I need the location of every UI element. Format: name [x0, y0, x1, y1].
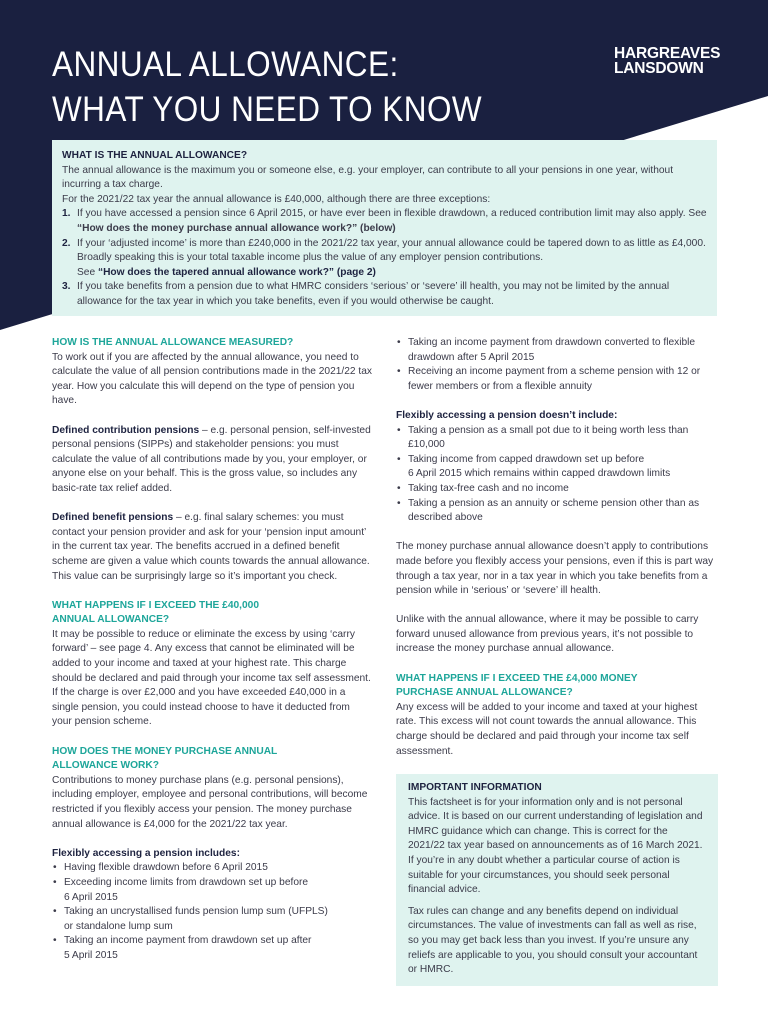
important-paragraph-1: This factsheet is for your information only and is not personal advice. It is based on our current understanding of legislation and HMRC guidance which can change. This is correct for the 2021/22 tax year based on announcements as of 16 March 2021. If you’re in any doubt whether a particular course of action is suitable for your circumstances, you should seek personal financial advice.	[408, 796, 703, 896]
intro-box	[52, 140, 717, 316]
subheading-excludes: Flexibly accessing a pension doesn’t include:	[396, 409, 618, 421]
list-item: • Exceeding income limits from drawdown set up before 6 April 2015	[52, 876, 372, 905]
includes-list-continued	[396, 336, 718, 394]
list-item: • Taking a pension as a small pot due to it being worth less than £10,000	[396, 424, 718, 453]
exception-number: 3.	[62, 281, 71, 293]
exception-reference: “How does the tapered annual allowance work?” (page 2)	[97, 266, 376, 278]
exception-text: If your ‘adjusted income’ is more than £240,000 in the 2021/22 tax year, your annual allowance could be tapered down to as little as £4,000. Broadly speaking this is your total taxable income plus the value of any employer pension contributions.	[77, 237, 706, 264]
paragraph-mpaa: Contributions to money purchase plans (e.g. personal pensions), including employer, employee and personal contributions, will become restricted if you flexibly access your pension. The money purchase annual allowance is £4,000 for the 2021/22 tax year.	[52, 774, 368, 830]
list-item: • Receiving an income payment from a scheme pension with 12 or fewer members or from a flexible annuity	[396, 365, 718, 394]
paragraph-mpaa-not-apply: The money purchase annual allowance doesn’t apply to contributions made before you flexibly access your pensions, even if this is part way through a tax year, nor in a tax year in which you take benefits from a pension while in ‘serious’ or ‘severe’ ill health.	[396, 541, 714, 597]
subheading-includes: Flexibly accessing a pension includes:	[52, 847, 240, 859]
list-item: • Having flexible drawdown before 6 April 2015	[52, 861, 372, 876]
exception-reference: “How does the money purchase annual allowance work?” (below)	[77, 222, 396, 234]
exception-see: See “How does the tapered annual allowance work?” (page 2)	[77, 266, 376, 278]
includes-list	[52, 861, 372, 963]
title-line-2: WHAT YOU NEED TO KNOW	[52, 90, 483, 129]
exception-number: 1.	[62, 208, 71, 220]
brand-line-2: LANSDOWN	[614, 60, 704, 77]
paragraph-defined-benefit: Defined benefit pensions – e.g. final salary schemes: you must contact your pension provider and ask for your ‘pension input amount’ in the current tax year. The benefits accrued in a defined benefit scheme are given a value which counts towards the annual allowance. This value can be surprisingly large so it’s important you check.	[52, 512, 370, 582]
important-paragraph-2: Tax rules can change and any benefits depend on individual circumstances. The value of investments can fall as well as rise, so you may get back less than you invest. If you’re unsure any reliefs are applicable to you, you should consult your accountant or HMRC.	[408, 905, 698, 976]
list-item: • Taking tax-free cash and no income	[396, 482, 718, 497]
list-item: • Taking income from capped drawdown set up before 6 April 2015 which remains within capped drawdown limits	[396, 453, 718, 482]
exception-text: If you have accessed a pension since 6 April 2015, or have ever been in flexible drawdown, a reduced contribution limit may also apply. See	[77, 208, 707, 220]
exceptions-list	[62, 207, 707, 309]
right-column	[396, 336, 718, 774]
exception-item	[62, 280, 707, 309]
paragraph-carry-forward: Unlike with the annual allowance, where it may be possible to carry forward unused allowance from previous years, it’s not possible to increase the money purchase annual allowance.	[396, 614, 699, 655]
intro-paragraph-1: The annual allowance is the maximum you or someone else, e.g. your employer, can contribute to all your pensions in one year, without incurring a tax charge.	[62, 164, 674, 191]
section-heading-exceed-40k: WHAT HAPPENS IF I EXCEED THE £40,000 ANNUAL ALLOWANCE?	[52, 599, 260, 626]
left-column	[52, 336, 372, 964]
list-item: • Taking a pension as an annuity or scheme pension other than as described above	[396, 497, 718, 526]
list-item: • Taking an income payment from drawdown converted to flexible drawdown after 5 April 2015	[396, 336, 718, 365]
brand-line-1: HARGREAVES	[614, 45, 721, 62]
intro-heading: WHAT IS THE ANNUAL ALLOWANCE?	[62, 150, 248, 161]
intro-paragraph-2: For the 2021/22 tax year the annual allowance is £40,000, although there are three exceptions:	[62, 193, 491, 205]
page-title	[52, 42, 482, 132]
section-heading-mpaa: HOW DOES THE MONEY PURCHASE ANNUAL ALLOWANCE WORK?	[52, 745, 278, 772]
important-heading: IMPORTANT INFORMATION	[408, 782, 542, 793]
paragraph-exceed-40k: It may be possible to reduce or eliminate the excess by using ‘carry forward’ – see page 4. Any excess that cannot be eliminated will be added to your income and taxed at your highest rate. This charge should be declared and paid through your income tax self assessment. If the charge is over £2,000 and you have exceeded £40,000 in a single pension, you could instead choose to have it deducted from your pension scheme.	[52, 628, 371, 728]
list-item: • Taking an uncrystallised funds pension lump sum (UFPLS) or standalone lump sum	[52, 905, 372, 934]
paragraph-measured: To work out if you are affected by the annual allowance, you need to calculate the value of all pension contributions made in the 2021/22 tax year. How you calculate this will depend on the type of pension you have.	[52, 351, 372, 407]
exception-text: If you take benefits from a pension due to what HMRC considers ‘serious’ or ‘severe’ ill health, you may not be limited by the annual allowance for the tax year in which you take benefits, even if you would otherwise be caught.	[77, 281, 670, 307]
paragraph-defined-contribution: Defined contribution pensions – e.g. personal pension, self-invested personal pensions (SIPPs) and stakeholder pensions: you must calculate the value of all contributions made by you, your employer, or anyone else on your behalf. This is the gross value, so includes any basic-rate tax relief added.	[52, 424, 371, 494]
list-item: • Taking an income payment from drawdown set up after 5 April 2015	[52, 934, 372, 963]
exception-item	[62, 237, 707, 281]
exception-item	[62, 207, 707, 236]
section-heading-exceed-4k: WHAT HAPPENS IF I EXCEED THE £4,000 MONEY PURCHASE ANNUAL ALLOWANCE?	[396, 672, 638, 699]
excludes-list	[396, 424, 718, 526]
title-line-1: ANNUAL ALLOWANCE:	[52, 45, 399, 84]
brand-logo	[614, 46, 720, 76]
important-information-box	[396, 774, 718, 986]
exception-number: 2.	[62, 237, 71, 249]
section-heading-measured: HOW IS THE ANNUAL ALLOWANCE MEASURED?	[52, 337, 294, 348]
paragraph-exceed-4k: Any excess will be added to your income and taxed at your highest rate. This excess will not count towards the annual allowance. This charge should be declared and paid through your income tax self assessment.	[396, 701, 698, 757]
